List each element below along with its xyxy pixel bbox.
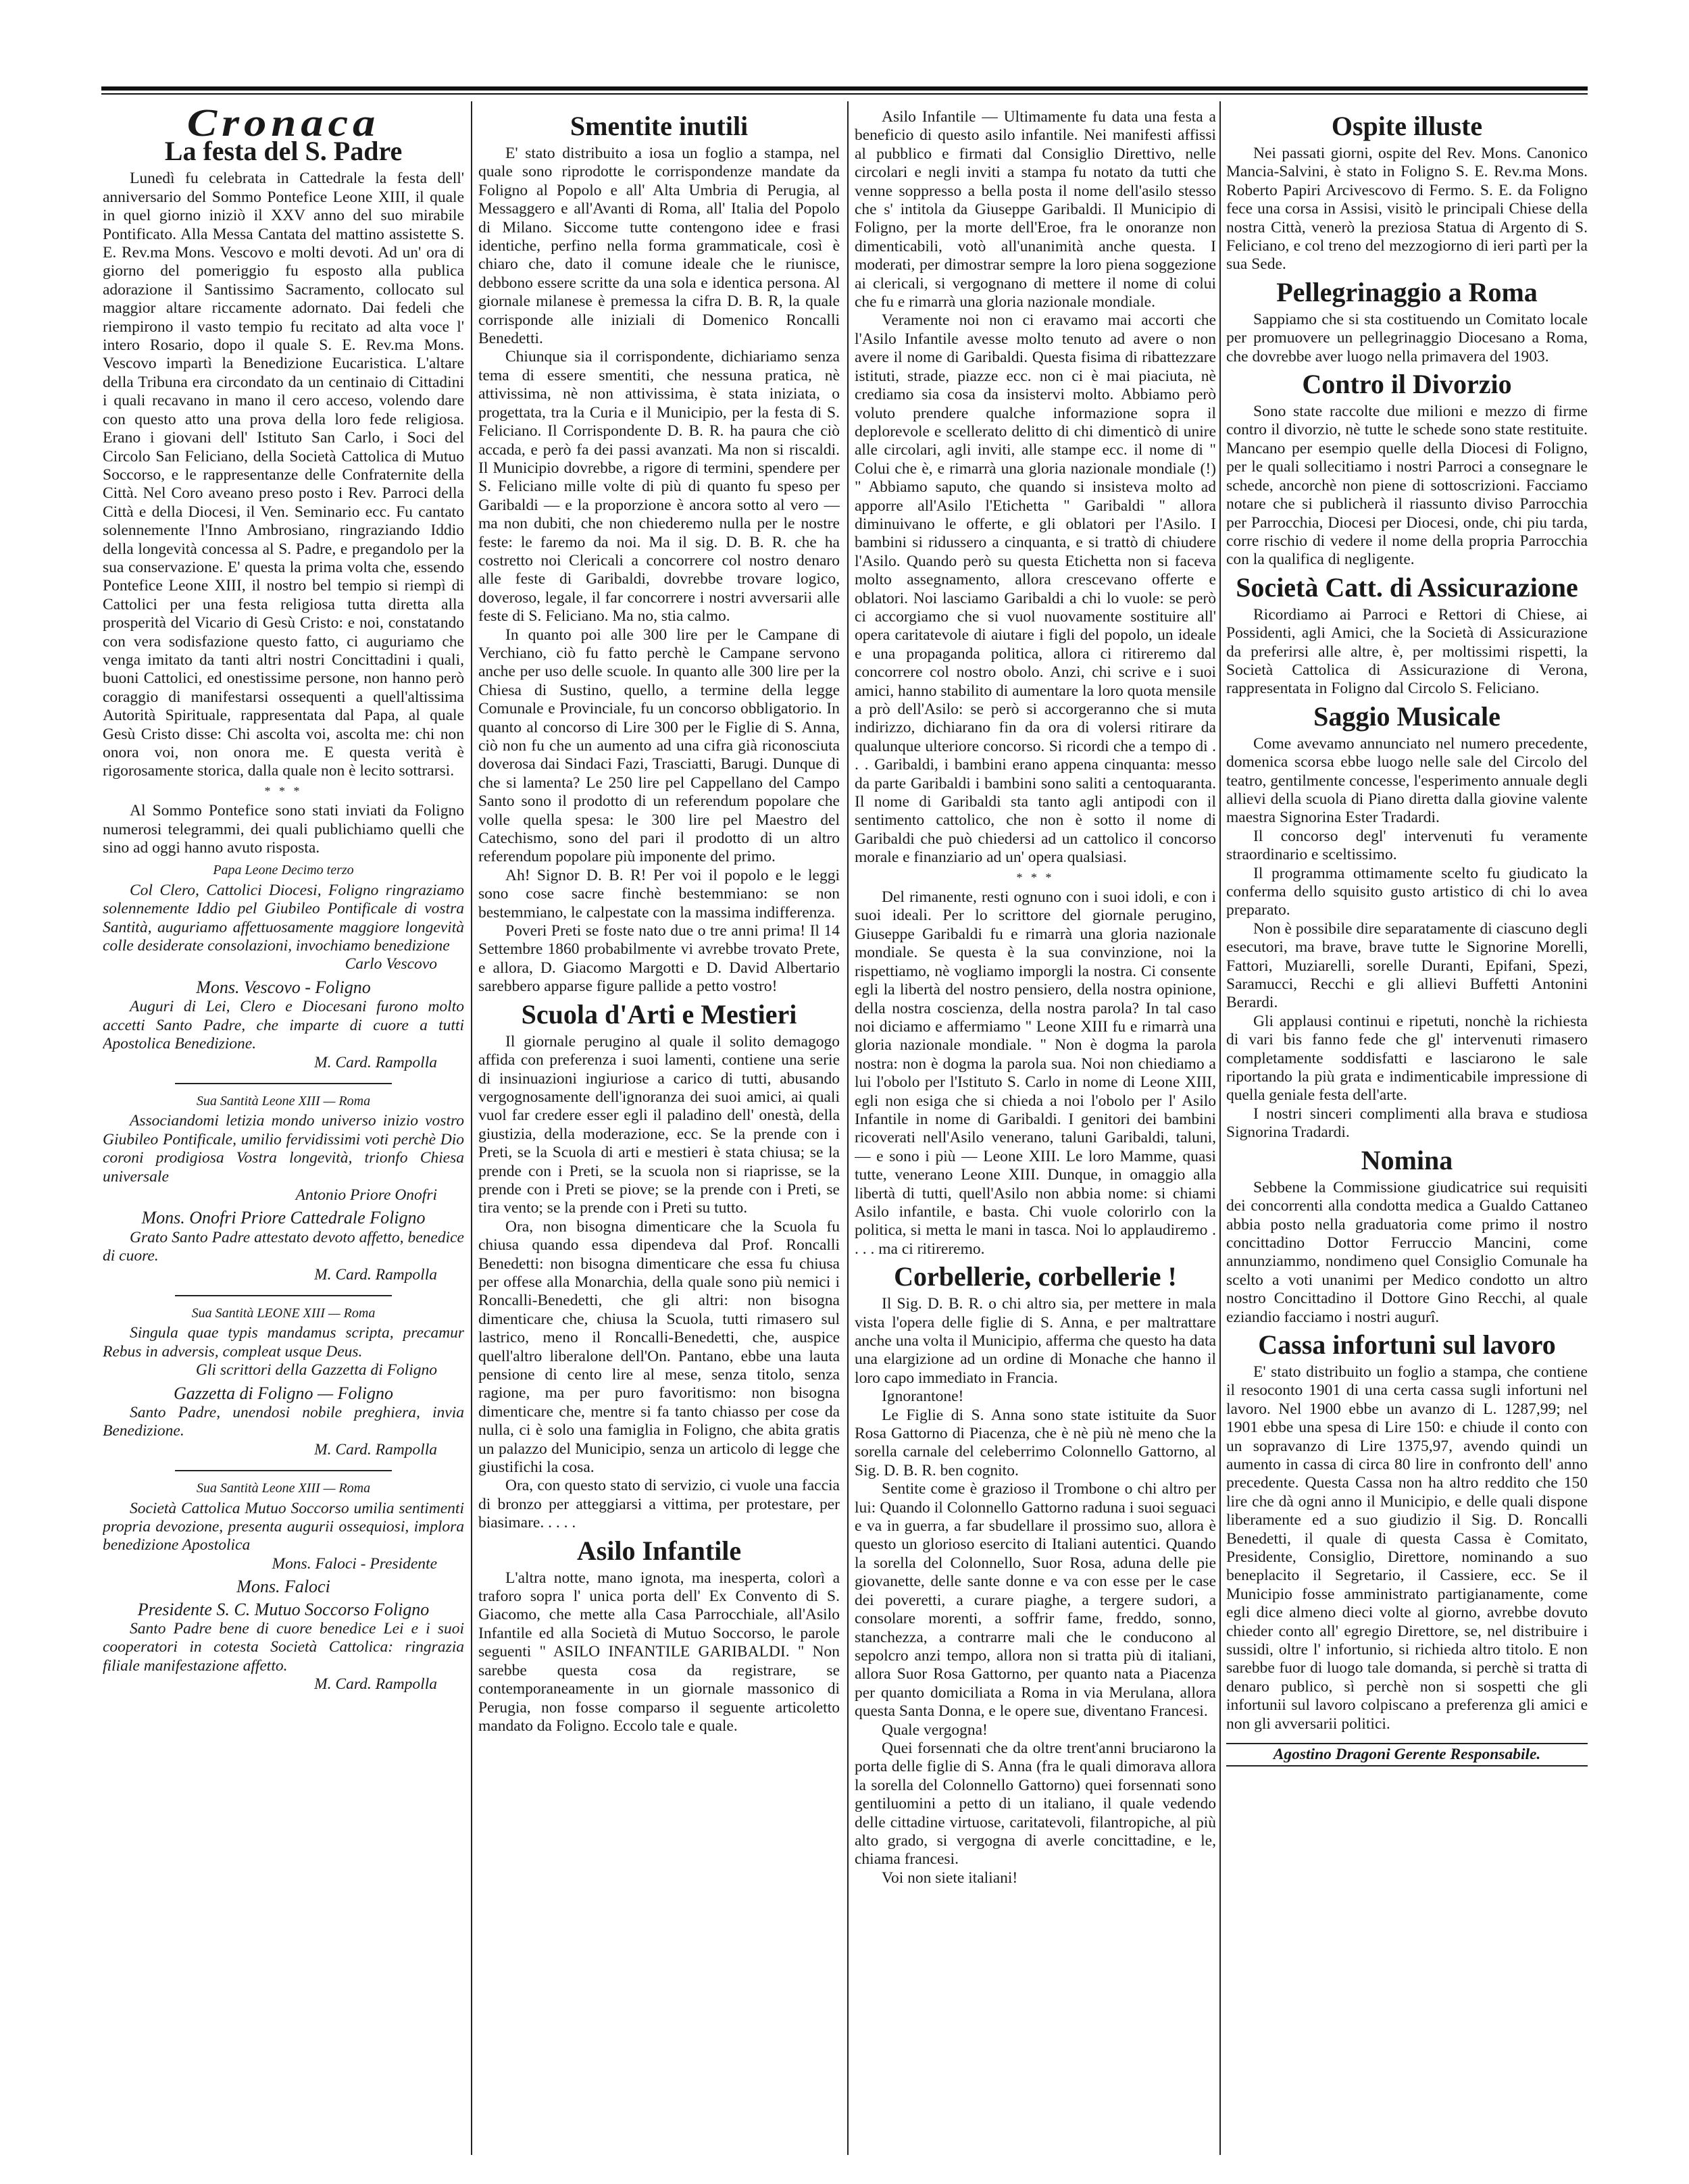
article-headline: Contro il Divorzio — [1302, 369, 1512, 400]
article-paragraph: Ora, non bisogna dimenticare che la Scuola fu chiusa quando essa dipendeva dal Prof. Roncalli Benedetti: non bisogna dimenticare che essa fu chiusa per offese alla Monarchia, della quale sono più nemici i Roncalli-Benedetti, che gli altri: non bisogna dimenticare che, chiusa la Scuola, tutti rimasero sul lastrico, meno il Roncalli-Benedetti, che, auspice quell'altro liberalone dell'On. Pantano, ebbe una lauta pensione di cento lire al mese, senza titolo, senza ragione, ma per puro favoritismo: non bisogna dimenticare che, mentre si fa tanto chiasso per cose da nulla, ci è solo una famiglia in Foligno, che abita gratis un palazzo del Municipio, senza un articolo di legge che giustifichi la cosa. — [478, 1217, 840, 1477]
signature: Gli scrittori della Gazzetta di Foligno — [195, 1361, 437, 1379]
column-divider — [847, 101, 849, 2155]
article-paragraph: Asilo Infantile — Ultimamente fu data una festa a beneficio di questo asilo infantile. Nei manifesti affissi al pubblico e firmati dal Consiglio Direttivo, nelle circolari e negli inviti a stampa fu notato da tutti che venne soppresso a bella posta il nome dell'asilo stesso che s' intitola da Giuseppe Garibaldi. Il Municipio di Foligno, per la morte dell'Eroe, fra le onoranze non dimenticabili, votò all'unanimità anche questa. I moderati, per dimostrar sempre la loro piena soggezione ai clericali, si vergognano di mettere il nome di colui che fu e rimarrà una gloria nazionale mondiale. — [855, 108, 1216, 311]
section-rule — [175, 1295, 392, 1296]
article-paragraph: Il giornale perugino al quale il solito demagogo affida con preferenza i suoi lamenti, contiene una serie di insinuazioni ingiuriose a carico di tutti, abusando vergognosamente dell'ignoranza dei suoi amici, ai quali vuol far credere esser egli il paladino dell' onestà, della giustizia, della moderazione, ecc. Se la prende con i Preti, se la Scuola di arti e mestieri è stata chiusa; se la prende con i Preti, se la scuola non si riaprisse, se la prende con i Preti se piove; se la prende con i Preti, se tira vento; se la prende con i Preti su tutto. — [478, 1032, 840, 1217]
telegram-text: Singula quae typis mandamus scripta, precamur Rebus in adversis, compleat usque Deus. — [103, 1324, 464, 1361]
article-paragraph: Chiunque sia il corrispondente, dichiariamo senza tema di essere smentiti, che nessuna pratica, nè attivissima, nè non attivissima, è stata iniziata, o progettata, tra la Curia e il Municipio, per la festa di S. Feliciano. Il Corrispondente D. B. R. ha paura che ciò accada, e però fa dei passi avanzati. Ma non si riscaldi. Il Municipio dovrebbe, a rigore di termini, spendere per S. Feliciano mille volte di più di quanto fu speso per Garibaldi — e la proporzione è ancora sotto al vero — ma non dubiti, che non chiederemo nulla per le nostre feste: le faremo da noi. Ma il sig. D. B. R. che ha costretto noi Clericali a concorrere col nostro denaro alle feste di Garibaldi, dovrebbe trovare logico, doveroso, legale, il far concorrere i nostri avversarii alle feste di S. Feliciano. Ma no, stia calmo. — [478, 348, 840, 626]
column-1 — [103, 108, 464, 2148]
article-paragraph: Ignorantone! — [882, 1388, 964, 1406]
article-paragraph: E' stato distribuito un foglio a stampa, che contiene il resoconto 1901 di una certa cassa sugli infortuni nel lavoro. Nel 1900 ebbe un avanzo di L. 1287,99; nel 1901 ebbe una spesa di Lire 150: e chiude il conto con un sopravanzo di Lire 1375,97, avendo quindi un aumento in cassa di circa 80 lire in confronto dell' anno precedente. Questa Cassa non ha altro reddito che 150 lire che dà ogni anno il Municipio, e delle quali dispone liberamente ed a suo giudizio il Sig. D. Roncalli Benedetti, il quale di questa Cassa è Comitato, Presidente, Consiglio, Direttore, nominando a suo beneplacito il Segretario, il Cassiere, ecc. Se il Municipio fosse amministrato partigianamente, come egli dice almeno dieci volte al giorno, avrebbe dovuto chieder conto all' egregio Direttore, se, nel distribuire i sussidi, oltre l' infortunio, si richieda altro titolo. E non sarebbe fuor di luogo tale domanda, si perchè si tratta di denaro publico, sì perchè non si sospetti che gli infortunii sul lavoro colpiscano a preferenza gli amici e non gli avversarii politici. — [1226, 1363, 1588, 1733]
article-headline: Nomina — [1361, 1144, 1453, 1175]
article-paragraph: Quale vergogna! — [882, 1721, 988, 1739]
article-paragraph: Il programma ottimamente scelto fu giudicato la conferma dello squisito gusto artistico di chi lo avea preparato. — [1226, 864, 1588, 919]
article-paragraph: Non è possibile dire separatamente di ciascuno degli esecutori, ma brave, brave tutte le Signorine Morelli, Fattori, Muziarelli, sorelle Duranti, Epifani, Spezi, Saramucci, Recchi e gli allievi Buffetti Antonini Berardi. — [1226, 919, 1588, 1012]
section-masthead: Cronaca — [186, 108, 380, 145]
article-paragraph: Lunedì fu celebrata in Cattedrale la festa dell' anniversario del Sommo Pontefice Leone XIII, il quale in quel giorno iniziò il XXV anno del suo mirabile Pontificato. Alla Messa Cantata del mattino assistette S. E. Rev.ma Mons. Vescovo e molti devoti. Ad un' ora di giorno del pomeriggio fu esposto alla publica adorazione il Santissimo Sacramento, collocato sul maggior altare riccamente adornato. Dai fedeli che riempirono il vasto tempio fu recitato ad alta voce l' intero Rosario, dopo il quale S. E. Rev.ma Mons. Vescovo impartì la Benedizione Eucaristica. L'altare della Tribuna era circondato da un centinaio di Cittadini i quali recavano in mano il cero acceso, volendo dare con questo atto una prova della loro fede religiosa. Erano i giovani dell' Istituto San Carlo, i Soci del Circolo San Feliciano, della Società Cattolica di Mutuo Soccorso, e le rappresentanze delle Confraternite della Città. Nel Coro aveano preso posto i Rev. Parroci della Città e della Diocesi, il Ven. Seminario ecc. Fu cantato solennemente l'Inno Ambrosiano, ringraziando Iddio della longevità concessa al S. Padre, e pregandolo per la sua conservazione. E' questa la prima volta che, essendo Pontefice Leone XIII, il nostro bel tempio si riempì di Cattolici per una festa religiosa tutta diretta alla prosperità del Vicario di Gesù Cristo: e noi, constatando con vera sodisfazione questo fatto, ci auguriamo che venga imitato da tanti altri nostri Concittadini i quali, buoni Cattolici, ed onestissime persone, non hanno però coraggio di manifestarsi ossequenti a quell'altissima Autorità Spirituale, rappresentata dal Papa, al quale Gesù Cristo disse: Chi ascolta voi, ascolta me: chi non onora voi, non onora me. E questa verità è rigorosamente storica, dalla quale non è lecito sottrarsi. — [103, 170, 464, 780]
publisher-credit: Agostino Dragoni Gerente Responsabile. — [1226, 1743, 1588, 1767]
article-paragraph: Ah! Signor D. B. R! Per voi il popolo e le leggi sono cose sacre finchè bestemmiano: se non bestemmiano, le calpestate con la massima indifferenza. — [478, 866, 840, 921]
telegram-address: Sua Santità Leone XIII — Roma — [196, 1093, 371, 1109]
signature: M. Card. Rampolla — [314, 1053, 437, 1071]
telegram-address: Sua Santità LEONE XIII — Roma — [191, 1305, 376, 1321]
article-headline: Corbellerie, corbellerie ! — [894, 1261, 1177, 1292]
column-divider — [1219, 101, 1221, 2155]
column-3 — [855, 108, 1216, 2148]
telegram-text: Società Cattolica Mutuo Soccorso umilia sentimenti propria devozione, presenta augurii ossequiosi, implora benedizione Apostolica — [103, 1499, 464, 1554]
article-headline: Società Catt. di Assicurazione — [1236, 572, 1578, 603]
column-4 — [1226, 108, 1588, 2148]
article-paragraph: Le Figlie di S. Anna sono state istituite da Suor Rosa Gattorno di Piacenza, che è nè più nè meno che la sorella carnale del celeberrimo Colonnello Gattorno, al Sig. D. B. R. ben cognito. — [855, 1406, 1216, 1479]
telegram-recipient: Presidente S. C. Mutuo Soccorso Foligno — [137, 1599, 430, 1619]
telegram-recipient: Mons. Faloci — [236, 1577, 330, 1597]
article-paragraph: Quei forsennati che da oltre trent'anni bruciarono la porta delle figlie di S. Anna (fra le quali dimorava allora la sorella del Colonnello Gattorno) quei forsennati sono gentiluomini a petto di un italiano, il quale vedendo delle cittadine virtuose, caritatevoli, filantropiche, al più alto grado, si vergogna di averle concittadine, e le, chiama francesi. — [855, 1739, 1216, 1869]
asterism-separator: * * * — [1016, 870, 1055, 884]
article-headline: Asilo Infantile — [576, 1535, 742, 1566]
article-headline: Cassa infortuni sul lavoro — [1258, 1329, 1556, 1360]
article-paragraph: L'altra notte, mano ignota, ma inesperta, colorì a traforo sopra l' unica porta dell' Ex Convento di S. Giacomo, che mette alla Casa Parrocchiale, all'Asilo Infantile ed alla Società di Mutuo Soccorso, le parole seguenti " ASILO INFANTILE GARIBALDI. " Non sarebbe questa cosa da registrare, se contemporaneamente in un giornale massonico di Perugia, non fosse comparso il seguente articoletto mandato da Foligno. Eccolo tale e quale. — [478, 1569, 840, 1735]
article-paragraph: Poveri Preti se foste nato due o tre anni prima! Il 14 Settembre 1860 probabilmente vi avrebbe trovato Prete, e allora, D. Giacomo Margotti e D. David Albertario sarebbero apparse figure pallide a petto vostro! — [478, 922, 840, 996]
top-rule — [101, 86, 1588, 91]
article-headline: Scuola d'Arti e Mestieri — [521, 998, 797, 1030]
article-paragraph: Nei passati giorni, ospite del Rev. Mons. Canonico Mancia-Salvini, è stato in Foligno S. E. Rev.ma Mons. Roberto Papiri Arcivescovo di Fermo. S. E. da Foligno fece una corsa in Assisi, visitò le principali Chiese della nostra Città, venerò la preziosa Statua di Argento di S. Feliciano, e col treno del mezzogiorno di ieri partì per la sua Sede. — [1226, 145, 1588, 274]
article-headline: La festa del S. Padre — [164, 136, 403, 167]
telegram-text: Associandomi letizia mondo universo inizio vostro Giubileo Pontificale, umilio fervidissimi voti perchè Dio coroni prodigiosa Vostra longevità, trionfo Chiesa universale — [103, 1112, 464, 1186]
article-paragraph: Sono state raccolte due milioni e mezzo di firme contro il divorzio, nè tutte le schede sono state restituite. Mancano per esempio quelle della Diocesi di Foligno, per le quali sollecitiamo i nostri Parroci a consegnare le schede, ancorchè non piene di sottoscrizioni. Facciamo notare che si publicherà il riassunto diviso Parrocchia per Parrocchia, Diocesi per Diocesi, onde, chi piu tarda, corre rischio di vedere il nome della propria Parrocchia con la qualifica di negligente. — [1226, 403, 1588, 569]
telegram-text: Col Clero, Cattolici Diocesi, Foligno ringraziamo solennemente Iddio pel Giubileo Pontificale di vostra Santità, auguriamo affettuosamente maggiore longevità colle desiderate consolazioni, invochiamo benedizione — [103, 881, 464, 955]
column-2 — [478, 108, 840, 2148]
article-paragraph: Sentite come è grazioso il Trombone o chi altro per lui: Quando il Colonnello Gattorno raduna i suoi seguaci e va in guerra, a far sbudellare il prossimo suo, allora è questo un glorioso esercito di Italiani autentici. Quando la sorella del Colonnello, Suor Rosa, aduna delle pie giovanette, delle sante donne e va con esse per le case dei poveretti, a curare piaghe, a tergere sudori, a consolare morenti, a soffrir fame, freddo, sonno, stanchezza, a contrarre mali che le conducono al sepolcro anzi tempo, allora non si tratta più di italiani, allora Suor Rosa Gattorno, per quanto nata a Piacenza per quanto domiciliata a Roma in via Merulana, allora questa Santa Donna, e le opere sue, diventano Francesi. — [855, 1480, 1216, 1721]
signature: Mons. Faloci - Presidente — [272, 1554, 437, 1573]
article-paragraph: Il concorso degl' intervenuti fu veramente straordinario e sceltissimo. — [1226, 827, 1588, 864]
telegram-address: Sua Santità Leone XIII — Roma — [196, 1481, 371, 1496]
article-paragraph: Ricordiamo ai Parroci e Rettori di Chiese, ai Possidenti, agli Amici, che la Società di Assicurazione da preferirsi alle altre, è, per moltissimi rispetti, la Società Cattolica di Assicurazione di Verona, rappresentata in Foligno dal Circolo S. Feliciano. — [1226, 605, 1588, 698]
article-paragraph: Il Sig. D. B. R. o chi altro sia, per mettere in mala vista l'opera delle figlie di S. Anna, e per maltrattare anche una volta il Municipio, afferma che questo ha data una elargizione ad un ordine di Monache che hanno il loro capo immediato in Francia. — [855, 1295, 1216, 1387]
telegram-text: Auguri di Lei, Clero e Diocesani furono molto accetti Santo Padre, che imparte di cuore a tutti Apostolica Benedizione. — [103, 998, 464, 1053]
telegram-recipient: Mons. Onofri Priore Cattedrale Foligno — [141, 1208, 426, 1228]
asterism-separator: * * * — [264, 784, 303, 798]
article-headline: Pellegrinaggio a Roma — [1276, 276, 1538, 307]
signature: M. Card. Rampolla — [314, 1675, 437, 1694]
telegram-text: Santo Padre, unendosi nobile preghiera, invia Benedizione. — [103, 1404, 464, 1440]
article-headline: Smentite inutili — [570, 111, 749, 141]
article-headline: Ospite illuste — [1331, 111, 1483, 141]
article-paragraph: I nostri sinceri complimenti alla brava e studiosa Signorina Tradardi. — [1226, 1104, 1588, 1142]
article-paragraph: Gli applausi continui e ripetuti, nonchè la richiesta di vari bis fanno fede che gl' intervenuti rimasero completamente soddisfatti e lasciarono le sale riportando la più grata e indimenticabile impressione di quella geniale festa dell'arte. — [1226, 1012, 1588, 1104]
signature: Carlo Vescovo — [345, 955, 437, 973]
article-paragraph: Ora, con questo stato di servizio, ci vuole una faccia di bronzo per atteggiarsi a vittima, per protestare, per biasimare. . . . . — [478, 1477, 840, 1532]
article-paragraph: Del rimanente, resti ognuno con i suoi idoli, e con i suoi ideali. Per lo scrittore del giornale perugino, Giuseppe Garibaldi fu e rimarrà una gloria nazionale mondiale. Se questa è la sua convinzione, noi la rispettiamo, nè vogliamo imporgli la nostra. Ci consente egli la libertà del nostro pensiero, della nostra opinione, della nostra coscienza, della nostra parola? In tal caso noi diciamo e affermiamo " Leone XIII fu e rimarrà una gloria nazionale mondiale. " Non è dogma la parola nostra: non è dogma la parola sua. Noi non chiediamo a lui l'obolo per l'Istituto S. Carlo in nome di Leone XIII, egli non esiga che si chieda a noi l'obolo per l' Asilo Infantile in nome di Garibaldi. I genitori dei bambini ricoverati nell'Asilo venerano, taluni Garibaldi, taluni, — e sono i più — Leone XIII. Le loro Mamme, quasi tutte, venerano Leone XIII. Dunque, in omaggio alla libertà di tutti, quell'Asilo non abbia nome: si chiami Asilo infantile, e basta. Chi vuole colorirlo con la politica, si metta le mani in tasca. Noi lo applaudiremo . . . . ma ci ritireremo. — [855, 888, 1216, 1258]
column-divider — [471, 101, 472, 2155]
article-paragraph: Sappiamo che si sta costituendo un Comitato locale per promuovere un pellegrinaggio Diocesano a Roma, che dovrebbe aver luogo nella primavera del 1903. — [1226, 310, 1588, 365]
article-paragraph: E' stato distribuito a iosa un foglio a stampa, nel quale sono riprodotte le corrispondenze mandate da Foligno al Popolo e all' Alta Umbria di Perugia, al Messaggero e all'Avanti di Roma, all' Italia del Popolo di Milano. Siccome tutte contengono idee e frasi identiche, perfino nella forma grammaticale, così è chiaro che, dato il comune ideale che le riunisce, debbono essere scritte da una sola e identica persona. Al giornale milanese è premessa la cifra D. B. R, la quale corrisponde alle iniziali di Domenico Roncalli Benedetti. — [478, 145, 840, 348]
section-rule — [175, 1083, 392, 1084]
article-paragraph: In quanto poi alle 300 lire per le Campane di Verchiano, ciò fu fatto perchè le Campane servono anche per uso delle scuole. In quanto alle 300 lire per la Chiesa di Sustino, quello, a termine della legge Comunale e Provinciale, fu un concorso obbligatorio. In quanto al concorso di Lire 300 per le Figlie di S. Anna, ciò non fu che un aumento ad una cifra già riconosciuta doverosa dai Sindaci Fazi, Trasciatti, Barugi. Dunque di che si lamenta? Le 250 lire pel Cappellano del Campo Santo sono il prodotto di un referendum popolare che volle quella spesa: le 300 lire pel Maestro del Catechismo, sono del pari il prodotto di un altro referendum popolare più imponente del primo. — [478, 626, 840, 866]
section-rule — [175, 1470, 392, 1471]
article-headline: Saggio Musicale — [1313, 701, 1501, 732]
telegram-address: Papa Leone Decimo terzo — [213, 863, 354, 878]
article-paragraph: Al Sommo Pontefice sono stati inviati da Foligno numerosi telegrammi, dei quali publichiamo quelli che sino ad oggi hanno avuto risposta. — [103, 802, 464, 857]
signature: M. Card. Rampolla — [314, 1440, 437, 1458]
telegram-text: Santo Padre bene di cuore benedice Lei e i suoi cooperatori in cotesta Società Cattolica: ringrazia filiale manifestazione affetto. — [103, 1620, 464, 1675]
article-paragraph: Come avevamo annunciato nel numero precedente, domenica scorsa ebbe luogo nelle sale del Circolo del teatro, gentilmente concesse, l'esperimento annuale degli allievi della scuola di Piano diretta dalla giovine valente maestra Signorina Ester Tradardi. — [1226, 734, 1588, 827]
article-paragraph: Voi non siete italiani! — [882, 1869, 1018, 1887]
signature: M. Card. Rampolla — [314, 1265, 437, 1284]
telegram-text: Grato Santo Padre attestato devoto affetto, benedice di cuore. — [103, 1228, 464, 1265]
top-rule-thin — [101, 93, 1588, 95]
signature: Antonio Priore Onofri — [295, 1186, 437, 1204]
article-paragraph: Veramente noi non ci eravamo mai accorti che l'Asilo Infantile avesse molto tenuto ad avere o non avere il nome di Garibaldi. Questa fisima di ribattezzare istituti, strade, piazze ecc. non ci è mai piaciuta, nè crediamo sia cosa da insistervi molto. Abbiamo però voluto prendere qualche informazione sopra il deplorevole e scellerato delitto di chi dimenticò di unire alle circolari, agli inviti, alle stampe ecc. il nome di " Colui che è, e rimarrà una gloria nazionale mondiale (!) " Abbiamo saputo, che quando si insisteva molto ad apporre all'Asilo l'Etichetta " Garibaldi " allora diminuivano le offerte, e gli oblatori per l'Asilo. I bambini si ridussero a cinquanta, e si trattò di chiudere l'Asilo. Quando però su questa Etichetta non si faceva molto assegnamento, allora crescevano offerte e oblatori. Noi lasciamo Garibaldi a chi lo vuole: se però ci accorgiamo che si vuol nuovamente sostituire all' opera caritatevole di aiutare i figli del popolo, un ideale e una propaganda politica, allora ci ritireremo dal concorrere col nostro obolo. Anzi, chi scrive e i suoi amici, hanno stabilito di aumentare la loro quota mensile a prò dell'Asilo: se però si accorgeranno che si muta indirizzo, dichiarano fin da ora di volersi ritirare da qualunque ulteriore concorso. Si ricordi che a tempo di . . . Garibaldi, i bambini erano appena cinquanta: messo da parte Garibaldi i bambini sono saliti a centoquaranta. Il nome di Garibaldi sta tanto agli antipodi con il sentimento cattolico, che non è sotto il nome di Garibaldi che può chiedersi ad un cattolico il concorso morale e finanziario ad un' opera qualsiasi. — [855, 311, 1216, 867]
article-paragraph: Sebbene la Commissione giudicatrice sui requisiti dei concorrenti alla condotta medica a Gualdo Cattaneo abbia posto nella graduatoria come primo il nostro concittadino Dottor Ferruccio Mancini, come annunziammo, nondimeno quel Consiglio Comunale ha scelto a voti unanimi per Medico condotto un altro nostro Concittadino il Dottore Gino Recchi, al quale eziandio facciamo i nostri augurî. — [1226, 1178, 1588, 1326]
telegram-recipient: Mons. Vescovo - Foligno — [196, 977, 371, 997]
telegram-recipient: Gazzetta di Foligno — Foligno — [174, 1383, 393, 1403]
